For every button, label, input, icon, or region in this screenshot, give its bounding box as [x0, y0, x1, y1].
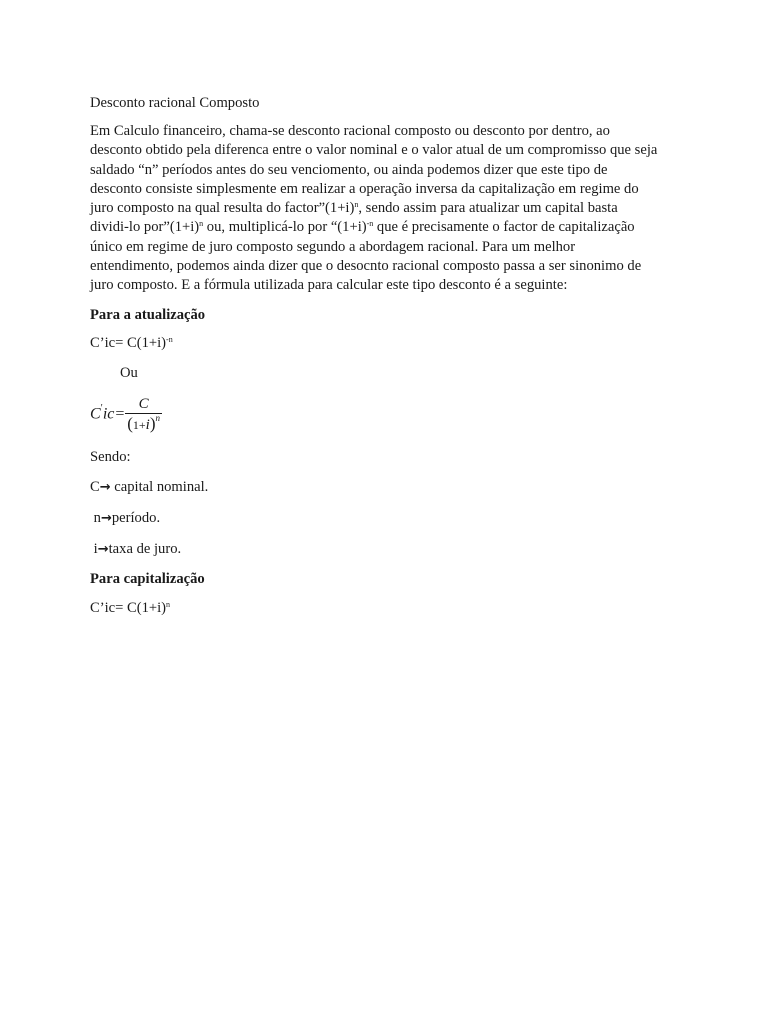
paragraph-text: que é precisamente o factor de capitalização [373, 219, 635, 236]
paragraph-line: desconto obtido pela diferenca entre o valor nominal e o valor atual de um compromisso que seja [90, 142, 658, 159]
paragraph-line: juro composto. E a fórmula utilizada para calcular este tipo desconto é a seguinte: [90, 277, 568, 294]
paragraph-text: ou, multiplicá-lo por “(1+i) [203, 219, 367, 236]
fraction [125, 395, 162, 434]
formula-atualizacao [90, 333, 690, 353]
document-page [90, 93, 690, 383]
den-body: 1+ [132, 418, 146, 432]
exponent: -n [166, 334, 173, 344]
section-heading-atualizacao: Para a atualização [90, 306, 206, 323]
paragraph-line: entendimento, podemos ainda dizer que o desocnto racional composto passa a ser sinonimo de [90, 258, 642, 275]
def-var: n [90, 510, 101, 526]
formula-fraction [90, 395, 162, 434]
exponent: n [199, 219, 204, 229]
sendo-label: Sendo: [90, 449, 131, 465]
formula-ic: ic= [102, 405, 126, 423]
paragraph-line: saldado “n” períodos antes do seu venciomento, ou ainda podemos dizer que este tipo de [90, 161, 608, 178]
arrow-icon: → [97, 542, 109, 557]
exponent: n [166, 600, 171, 609]
definition-i [90, 539, 690, 560]
definition-n [90, 508, 690, 529]
document-title: Desconto racional Composto [90, 95, 260, 111]
paragraph-text: , sendo assim para atualizar um capital basta [358, 200, 618, 217]
intro-paragraph [90, 122, 675, 296]
paragraph-line [90, 199, 675, 218]
definitions-block [90, 447, 690, 618]
paren-open: ( [127, 414, 133, 433]
fraction-denominator [125, 413, 162, 434]
paren-close: ) [149, 414, 156, 433]
paragraph-line: único em regime de juro composto segundo a abordagem racional. Para um melhor [90, 238, 576, 255]
paragraph-text: juro composto na qual resulta do factor”(1+i) [90, 200, 355, 217]
den-exponent: n [155, 413, 160, 423]
formula-text: C’ic= C(1+i) [90, 334, 167, 351]
den-var: i [145, 417, 150, 433]
paragraph-text: dividi-lo por”(1+i) [90, 219, 200, 236]
exponent: -n [366, 219, 374, 229]
paragraph-line: Em Calculo financeiro, chama-se desconto racional composto ou desconto por dentro, ao [90, 123, 610, 139]
formula-capitalizacao [90, 598, 690, 618]
arrow-icon: → [100, 511, 112, 526]
ou-label: Ou [120, 364, 138, 381]
formula-prime: ′ [100, 403, 103, 415]
def-var: C [90, 479, 100, 495]
def-var: i [90, 541, 98, 557]
def-text: período. [111, 510, 161, 526]
fraction-numerator: C [138, 396, 149, 412]
formula-lhs: C [90, 405, 101, 423]
definition-c [90, 477, 690, 498]
paragraph-line: desconto consiste simplesmente em realizar a operação inversa da capitalização em regime do [90, 180, 639, 197]
def-text: taxa de juro. [108, 541, 182, 557]
def-text: capital nominal. [110, 479, 209, 495]
section-heading-capitalizacao: Para capitalização [90, 571, 205, 587]
arrow-icon: → [99, 480, 111, 495]
exponent: n [354, 200, 359, 210]
paragraph-line [90, 218, 675, 237]
formula-text: C’ic= C(1+i) [90, 600, 167, 616]
